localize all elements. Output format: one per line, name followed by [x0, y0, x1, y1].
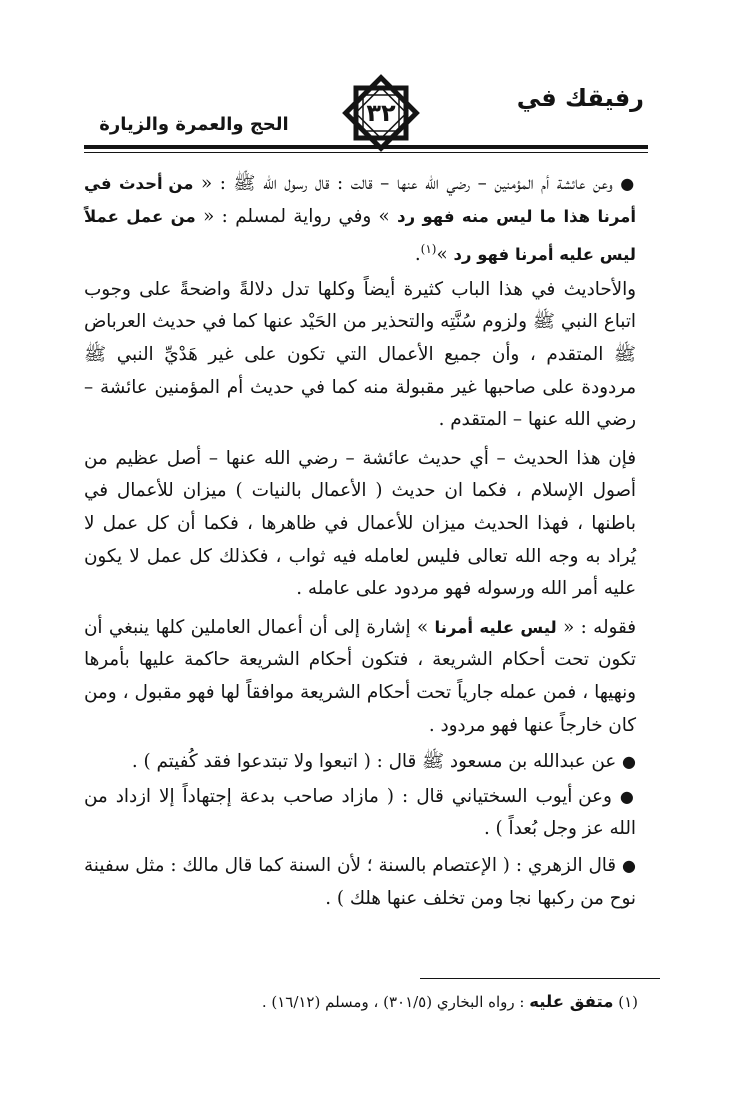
- footnote-text: : رواه البخاري (٣٠١/٥) ، ومسلم (١٦/١٢) .: [261, 993, 530, 1011]
- paragraph-aisha-hadith: [84, 168, 636, 272]
- header-rule-thin: [84, 152, 648, 153]
- paragraph-zuhri: [84, 850, 636, 915]
- hadith-quote: من عمل عملاً ليس عليه أمرنا فهو رد: [84, 206, 636, 265]
- paragraph-ayyub: [84, 781, 636, 846]
- bullet-icon: ●: [620, 174, 636, 193]
- paragraph-text: وعن أيوب السختياني قال : ( مازاد صاحب بدعة إجتهاداً إلا ازداد من الله عز وجل بُعداً ) .: [84, 785, 636, 840]
- paragraph-text: عن عبدالله بن مسعود ﷺ قال : ( اتبعوا ولا تبتدعوا فقد كُفيتم ) .: [131, 751, 617, 773]
- page-header: [84, 62, 644, 154]
- paragraph-text: »: [436, 244, 454, 266]
- paragraph-ibn-masud: [84, 746, 636, 779]
- header-rule-thick: [84, 145, 648, 149]
- footnote: [84, 992, 638, 1011]
- book-title: الحج والعمرة والزيارة: [99, 114, 289, 135]
- paragraph-text: وعن عائشة أم المؤمنين – رضي الله عنها – قالت : قال رسول الله ﷺ : «: [193, 173, 613, 194]
- footnote-marker: (١): [618, 993, 638, 1011]
- hadith-quote: ليس عليه أمرنا: [434, 617, 557, 637]
- paragraph-text: .: [414, 244, 421, 266]
- bullet-icon: ●: [621, 855, 636, 875]
- hadith-quote: من أحدث في أمرنا هذا ما ليس منه فهو رد: [84, 174, 636, 226]
- footnote-divider: [420, 978, 660, 979]
- footnote-reference: (١): [420, 242, 437, 257]
- footnote-bold: متفق عليه: [529, 992, 614, 1011]
- series-title: رفيقك في: [516, 84, 644, 112]
- bullet-icon: ●: [622, 752, 636, 772]
- paragraph-principle: فإن هذا الحديث – أي حديث عائشة – رضي الله عنها – أصل عظيم من أصول الإسلام ، فكما ان حديث ( الأعمال بالنيات ) ميزان للأعمال في باطنها ، فهذا الحديث ميزان للأعمال في ظاهرها ، فكما أن كل عمل لا يُراد به وجه الله تعالى فليس لعامله فيه ثواب ، فكذلك كل عمل لا يكون عليه أمر الله ورسوله فهو مردود على عامله .: [84, 447, 636, 600]
- paragraph-text: » إشارة إلى أن أعمال العاملين كلها ينبغي أن تكون تحت أحكام الشريعة ، فتكون أحكام الشريعة حاكمة عليها بأمرها ونهيها ، فمن عمله جارياً تحت أحكام الشريعة موافقاً لها فهو مقبول ، ومن كان خارجاً عنها فهو مردود .: [84, 616, 636, 736]
- paragraph-ahadith: والأحاديث في هذا الباب كثيرة أيضاً وكلها تدل دلالةً واضحةً على وجوب اتباع النبي ﷺ ولزوم سُنَّتِه والتحذير من الحَيْد عنها كما في حديث العرباض ﷺ المتقدم ، وأن جميع الأعمال التي تكون على غير هَدْيِّ النبي ﷺ مردودة على صاحبها غير مقبولة منه كما في حديث أم المؤمنين عائشة – رضي الله عنها – المتقدم .: [84, 278, 636, 431]
- page-number: ٣٢: [366, 99, 396, 127]
- body-text: [84, 168, 636, 915]
- paragraph-qawluhu: [84, 612, 636, 742]
- paragraph-text: قال الزهري : ( الإعتصام بالسنة ؛ لأن السنة كما قال مالك : مثل سفينة نوح من ركبها نجا ومن تخلف عنها هلك ) .: [84, 854, 636, 909]
- paragraph-text: » وفي رواية لمسلم : «: [195, 205, 398, 227]
- bullet-icon: ●: [619, 786, 636, 806]
- paragraph-text: فقوله : «: [556, 616, 636, 638]
